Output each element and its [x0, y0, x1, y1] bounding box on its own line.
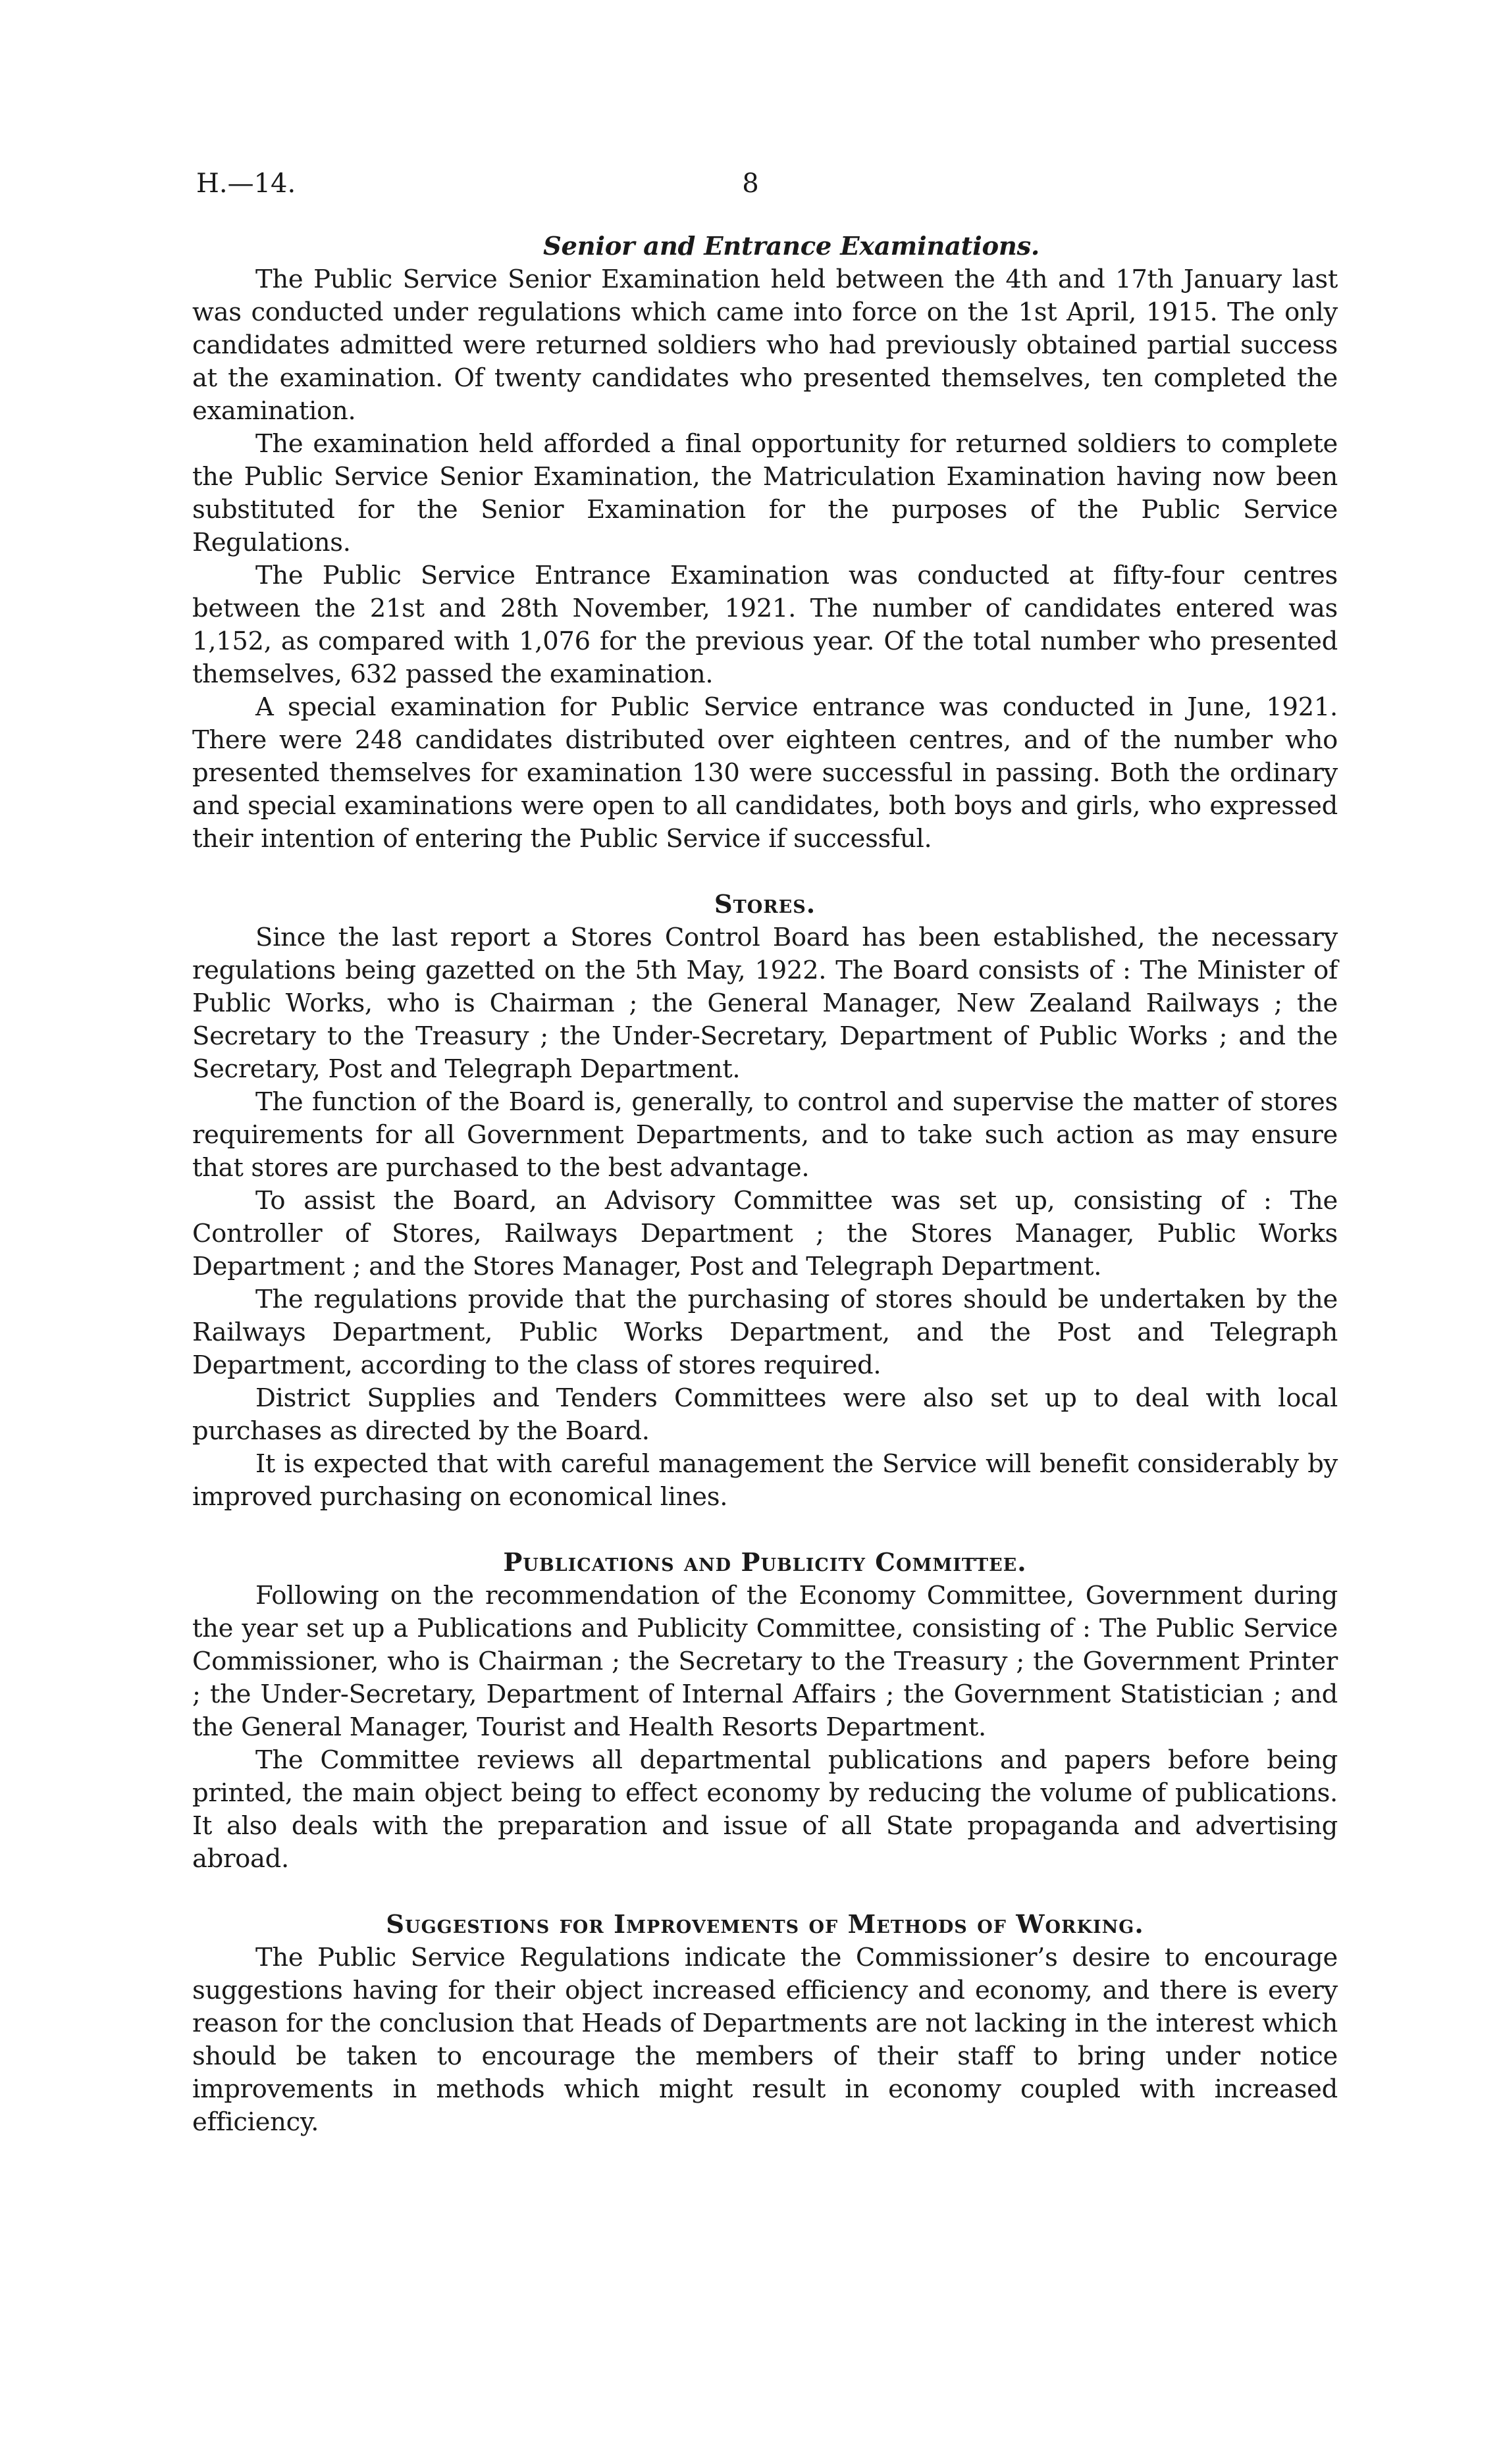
section-senior-entrance-examinations: [192, 230, 1338, 856]
document-body: [192, 230, 1338, 2139]
section-heading: Senior and Entrance Examinations.: [542, 232, 1040, 261]
paragraph: The examination held afforded a final opportunity for returned soldiers to complete the Public Service Senior Examination, the Matriculation Examination having now been substituted for the Senior Examination for the purposes of the Public Service Regulations.: [192, 429, 1338, 557]
section-heading: Stores.: [714, 890, 816, 919]
paragraph: It is expected that with careful management the Service will benefit considerably by improved purchasing on economical lines.: [192, 1449, 1338, 1512]
page-number: 8: [742, 168, 759, 199]
document-code: H.—14.: [196, 168, 296, 199]
paragraph: Following on the recommendation of the Economy Committee, Government during the year set up a Publications and Publicity Committee, consisting of : The Public Service Commissioner, who is Chairman ; the Secretary to the Treasury ; the Government Printer ; the Under-Secretary, Department of Internal Affairs ; the Government Statistician ; and the General Manager, Tourist and Health Resorts Department.: [192, 1581, 1338, 1742]
paragraph: The regulations provide that the purchasing of stores should be undertaken by the Railways Department, Public Works Department, and the Post and Telegraph Department, according to the class of stores required.: [192, 1285, 1338, 1380]
paragraph: The Public Service Regulations indicate the Commissioner’s desire to encourage suggestions having for their object increased efficiency and economy, and there is every reason for the conclusion that Heads of Departments are not lacking in the interest which should be taken to encourage the members of their staff to bring under notice improvements in methods which might result in economy coupled with increased efficiency.: [192, 1943, 1338, 2137]
section-publications-publicity-committee: [192, 1547, 1338, 1876]
paragraph: The Public Service Senior Examination held between the 4th and 17th January last was conducted under regulations which came into force on the 1st April, 1915. The only candidates admitted were returned soldiers who had previously obtained partial success at the examination. Of twenty candidates who presented themselves, ten completed the examination.: [192, 265, 1338, 426]
section-stores: [192, 888, 1338, 1514]
paragraph: To assist the Board, an Advisory Committee was set up, consisting of : The Controller of Stores, Railways Department ; the Stores Manager, Public Works Department ; and the Stores Manager, Post and Telegraph Department.: [192, 1186, 1338, 1281]
paragraph: A special examination for Public Service entrance was conducted in June, 1921. There were 248 candidates distributed over eighteen centres, and of the number who presented themselves for examination 130 were successful in passing. Both the ordinary and special examinations were open to all candidates, both boys and girls, who expressed their intention of entering the Public Service if successful.: [192, 692, 1338, 854]
section-heading: Suggestions for Improvements of Methods of Working.: [386, 1910, 1144, 1939]
paragraph: The Public Service Entrance Examination was conducted at fifty-four centres between the 21st and 28th November, 1921. The number of candidates entered was 1,152, as compared with 1,076 for the previous year. Of the total number who presented themselves, 632 passed the examination.: [192, 561, 1338, 689]
section-suggestions-improvements: [192, 1909, 1338, 2139]
paragraph: The Committee reviews all departmental publications and papers before being printed, the main object being to effect economy by reducing the volume of publications. It also deals with the preparation and issue of all State propaganda and advertising abroad.: [192, 1745, 1338, 1874]
section-heading: Publications and Publicity Committee.: [503, 1548, 1027, 1578]
paragraph: The function of the Board is, generally, to control and supervise the matter of stores requirements for all Government Departments, and to take such action as may ensure that stores are purchased to the best advantage.: [192, 1087, 1338, 1183]
paragraph: Since the last report a Stores Control Board has been established, the necessary regulations being gazetted on the 5th May, 1922. The Board consists of : The Minister of Public Works, who is Chairman ; the General Manager, New Zealand Railways ; the Secretary to the Treasury ; the Under-Secretary, Department of Public Works ; and the Secretary, Post and Telegraph Department.: [192, 923, 1338, 1084]
paragraph: District Supplies and Tenders Committees were also set up to deal with local purchases as directed by the Board.: [192, 1383, 1338, 1446]
